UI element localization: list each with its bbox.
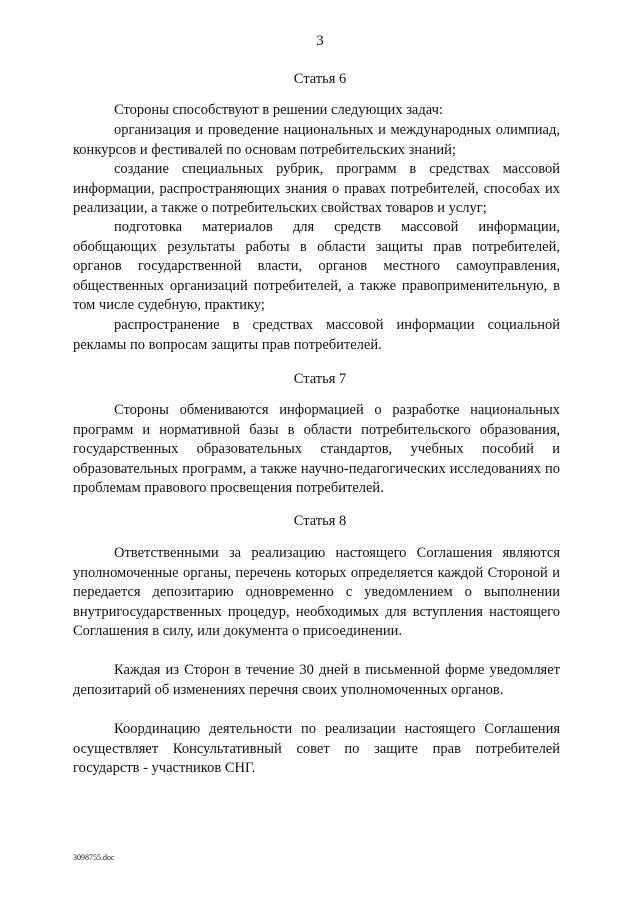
article-6-heading: Статья 6 <box>293 71 347 87</box>
article-7-paragraph: Стороны обмениваются информацией о разработке национальных программ и нормативной базы в области потребительского образования, государственных образовательных стандартов, учебных пособий и образовательных программ, а также научно-педагогических исследованиях по проблемам правового просвещения потребителей. <box>73 402 560 496</box>
article-6-paragraph: распространение в средствах массовой информации социальной рекламы по вопросам защиты прав потребителей. <box>73 317 560 353</box>
article-6-paragraph: Стороны способствуют в решении следующих задач: <box>114 102 443 118</box>
article-6-paragraph: подготовка материалов для средств массовой информации, обобщающих результаты работы в области защиты прав потребителей, органов государственной власти, органов местного самоуправления, общественных организаций потребителей, а также правоприменительную, в том числе судебную, практику; <box>73 219 560 313</box>
page-number: 3 <box>316 33 324 49</box>
article-6-paragraph: создание специальных рубрик, программ в средствах массовой информации, распространяющих знания о правах потребителей, способах их реализации, а также о потребительских свойствах товаров и услуг; <box>73 161 560 216</box>
article-8-paragraph: Координацию деятельности по реализации настоящего Соглашения осуществляет Консультативный совет по защите прав потребителей государств - участников СНГ. <box>73 721 560 776</box>
article-8-paragraph: Каждая из Сторон в течение 30 дней в письменной форме уведомляет депозитарий об изменениях перечня своих уполномоченных органов. <box>73 662 560 698</box>
article-6-paragraph: организация и проведение национальных и международных олимпиад, конкурсов и фестивалей по основам потребительских знаний; <box>73 122 560 158</box>
article-8-paragraph: Ответственными за реализацию настоящего Соглашения являются уполномоченные органы, перечень которых определяется каждой Стороной и передается депозитарию одновременно с уведомлением о выполнении внутригосударственных процедур, необходимых для вступления настоящего Соглашения в силу, или документа о присоединении. <box>73 545 560 639</box>
article-8-heading: Статья 8 <box>293 513 347 529</box>
article-7-heading: Статья 7 <box>293 371 347 387</box>
footer-filename: 3098755.doc <box>73 853 115 862</box>
